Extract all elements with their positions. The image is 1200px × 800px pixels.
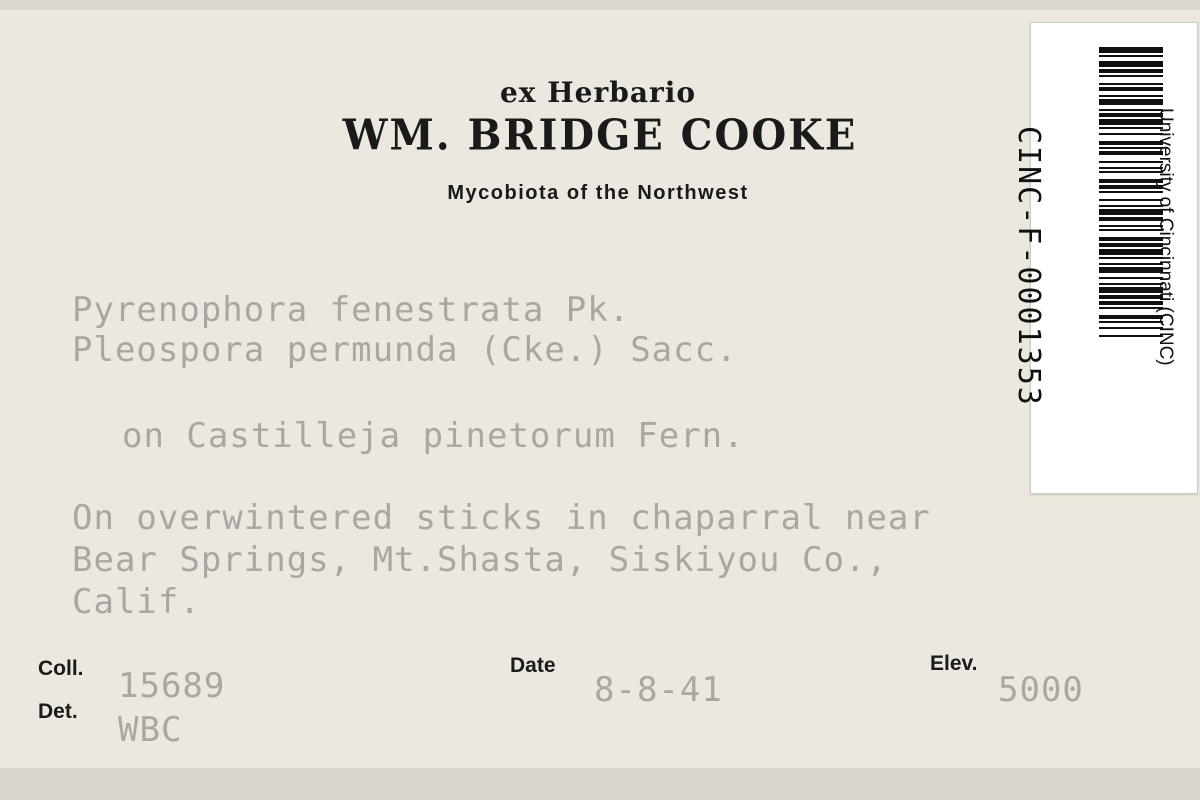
elev-label: Elev.: [930, 652, 978, 675]
date-value: 8-8-41: [594, 670, 723, 710]
host-plant: on Castilleja pinetorum Fern.: [122, 416, 745, 456]
locality-line: Bear Springs, Mt.Shasta, Siskiyou Co.,: [72, 540, 888, 580]
locality-line: Calif.: [72, 582, 201, 622]
label-bottom-edge: [0, 768, 1200, 800]
label-top-edge: [0, 0, 1200, 10]
collector-name-heading: WM. BRIDGE COOKE: [342, 110, 858, 161]
locality-line: On overwintered sticks in chaparral near: [72, 498, 931, 538]
date-label: Date: [510, 654, 556, 677]
institution-name: University of Cincinnati (CINC): [1155, 108, 1176, 366]
coll-label: Coll.: [38, 657, 84, 680]
catalog-number: CINC-F-0001353: [1011, 126, 1046, 407]
ex-herbario-heading: ex Herbario: [499, 76, 697, 109]
coll-value: 15689: [118, 666, 226, 706]
series-title: Mycobiota of the Northwest: [447, 182, 749, 204]
det-label: Det.: [38, 700, 78, 723]
det-value: WBC: [118, 710, 183, 750]
elev-value: 5000: [998, 670, 1084, 710]
species-synonym: Pleospora permunda (Cke.) Sacc.: [72, 330, 738, 370]
species-name: Pyrenophora fenestrata Pk.: [72, 290, 631, 330]
